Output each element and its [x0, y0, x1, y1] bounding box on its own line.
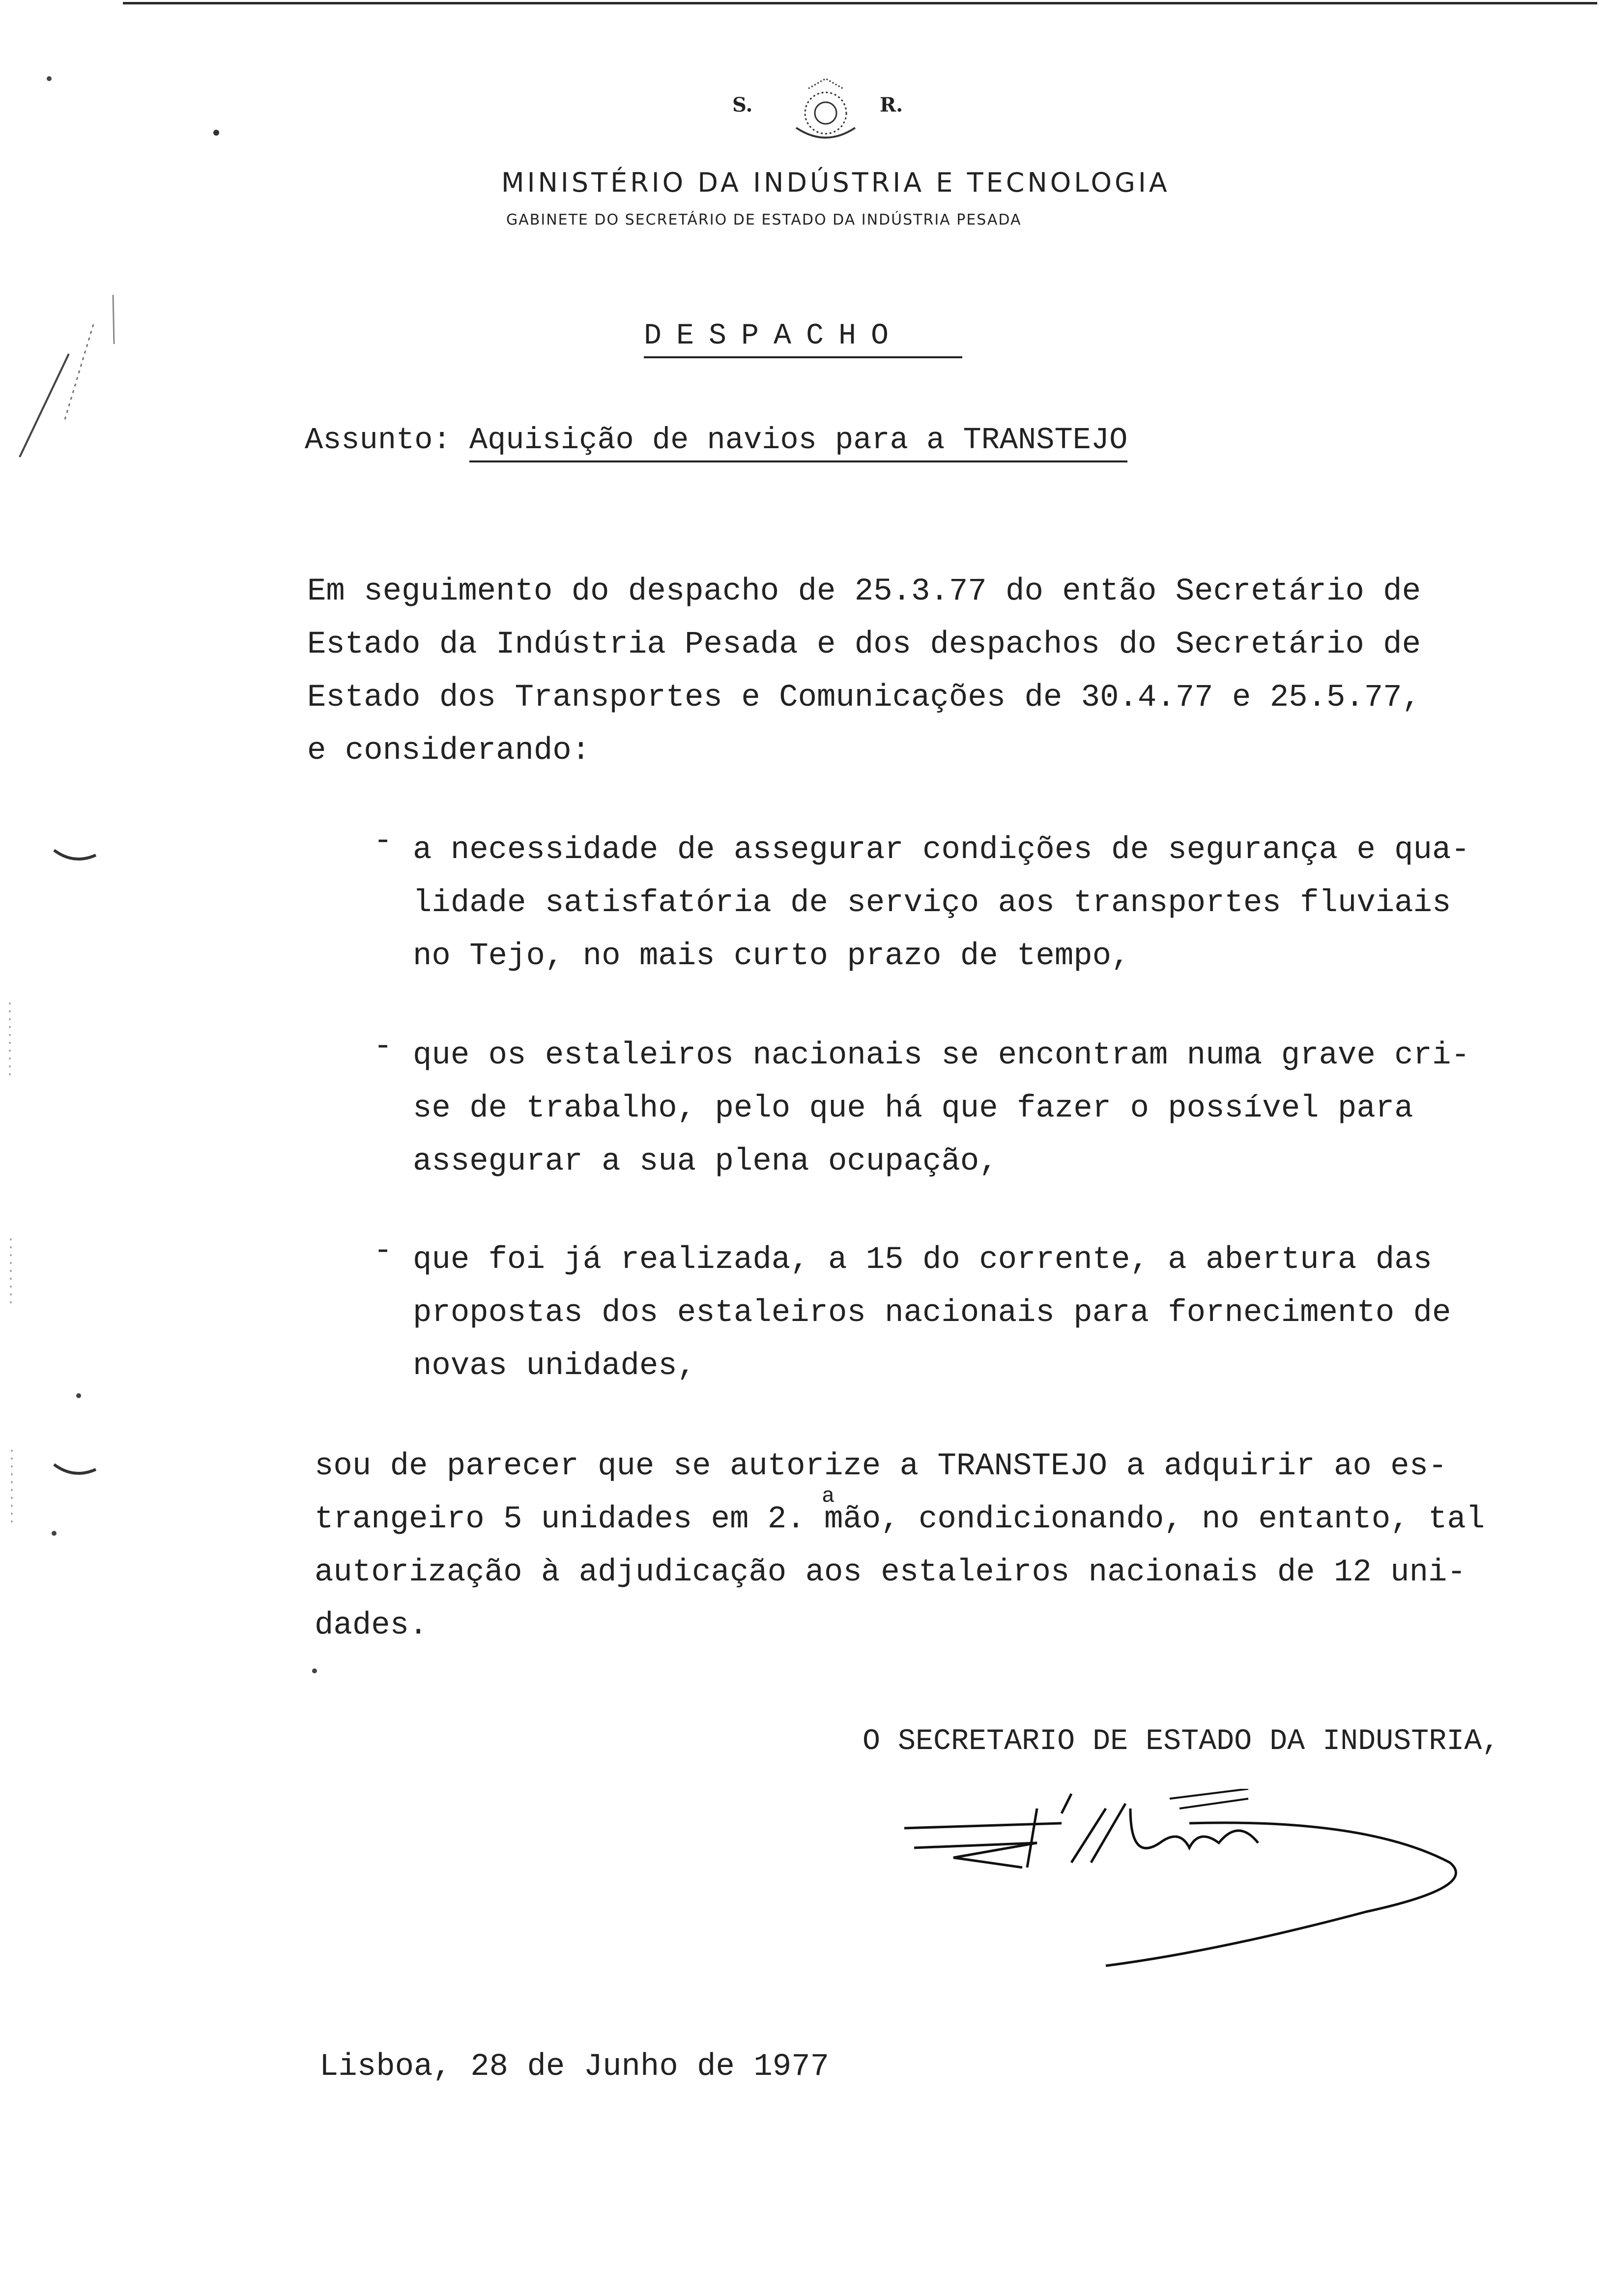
coat-of-arms-seal [781, 74, 870, 147]
consideration-line: no Tejo, no mais curto prazo de tempo, [413, 939, 1130, 974]
subject-line [305, 423, 1127, 458]
seal-letter-s: S. [732, 93, 753, 116]
intro-line: e considerando: [307, 733, 591, 769]
office-subheading: GABINETE DO SECRETÁRIO DE ESTADO DA INDÚSTRIA PESADA [506, 211, 1022, 229]
consideration-line: assegurar a sua plena ocupação, [413, 1144, 998, 1179]
conclusion-line: trangeiro 5 unidades em 2. mão, condicionando, no entanto, tal [315, 1502, 1485, 1537]
conclusion-paragraph [315, 1440, 1485, 1652]
subject-label: Assunto: [305, 423, 451, 458]
consideration-item [413, 1234, 1451, 1393]
conclusion-line: dades. [315, 1608, 428, 1643]
consideration-line: se de trabalho, pelo que há que fazer o possível para [413, 1091, 1413, 1126]
signer-title: O SECRETARIO DE ESTADO DA INDUSTRIA, [863, 1725, 1500, 1758]
consideration-item [413, 1029, 1470, 1188]
intro-paragraph [307, 565, 1421, 777]
consideration-line: propostas dos estaleiros nacionais para fornecimento de [413, 1295, 1451, 1331]
consideration-item [413, 824, 1470, 983]
title-underline [644, 356, 962, 358]
subject-value: Aquisição de navios para a TRANSTEJO [469, 423, 1127, 462]
consideration-line: a necessidade de assegurar condições de segurança e qua- [413, 832, 1470, 868]
conclusion-line: autorização à adjudicação aos estaleiros nacionais de 12 uni- [315, 1555, 1466, 1590]
intro-line: Estado dos Transportes e Comunicações de 30.4.77 e 25.5.77, [307, 680, 1421, 716]
bullet-dash: - [374, 1029, 393, 1064]
ministry-heading: MINISTÉRIO DA INDÚSTRIA E TECNOLOGIA [501, 167, 1170, 198]
bullet-dash: - [374, 1234, 393, 1269]
document-title: DESPACHO [644, 319, 904, 353]
consideration-line: que os estaleiros nacionais se encontram numa grave cri- [413, 1038, 1470, 1073]
consideration-line: que foi já realizada, a 15 do corrente, a abertura das [413, 1242, 1432, 1278]
handwritten-signature [875, 1789, 1484, 1995]
bullet-dash: - [374, 824, 393, 859]
seal-letter-r: R. [880, 93, 903, 116]
intro-line: Em seguimento do despacho de 25.3.77 do então Secretário de [307, 574, 1421, 609]
place-and-date: Lisboa, 28 de Junho de 1977 [319, 2049, 829, 2085]
conclusion-line: sou de parecer que se autorize a TRANSTEJO a adquirir ao es- [315, 1449, 1447, 1484]
consideration-line: lidade satisfatória de serviço aos transportes fluviais [413, 886, 1451, 921]
ordinal-superscript: a [822, 1484, 835, 1509]
intro-line: Estado da Indústria Pesada e dos despachos do Secretário de [307, 627, 1421, 662]
consideration-line: novas unidades, [413, 1349, 696, 1384]
